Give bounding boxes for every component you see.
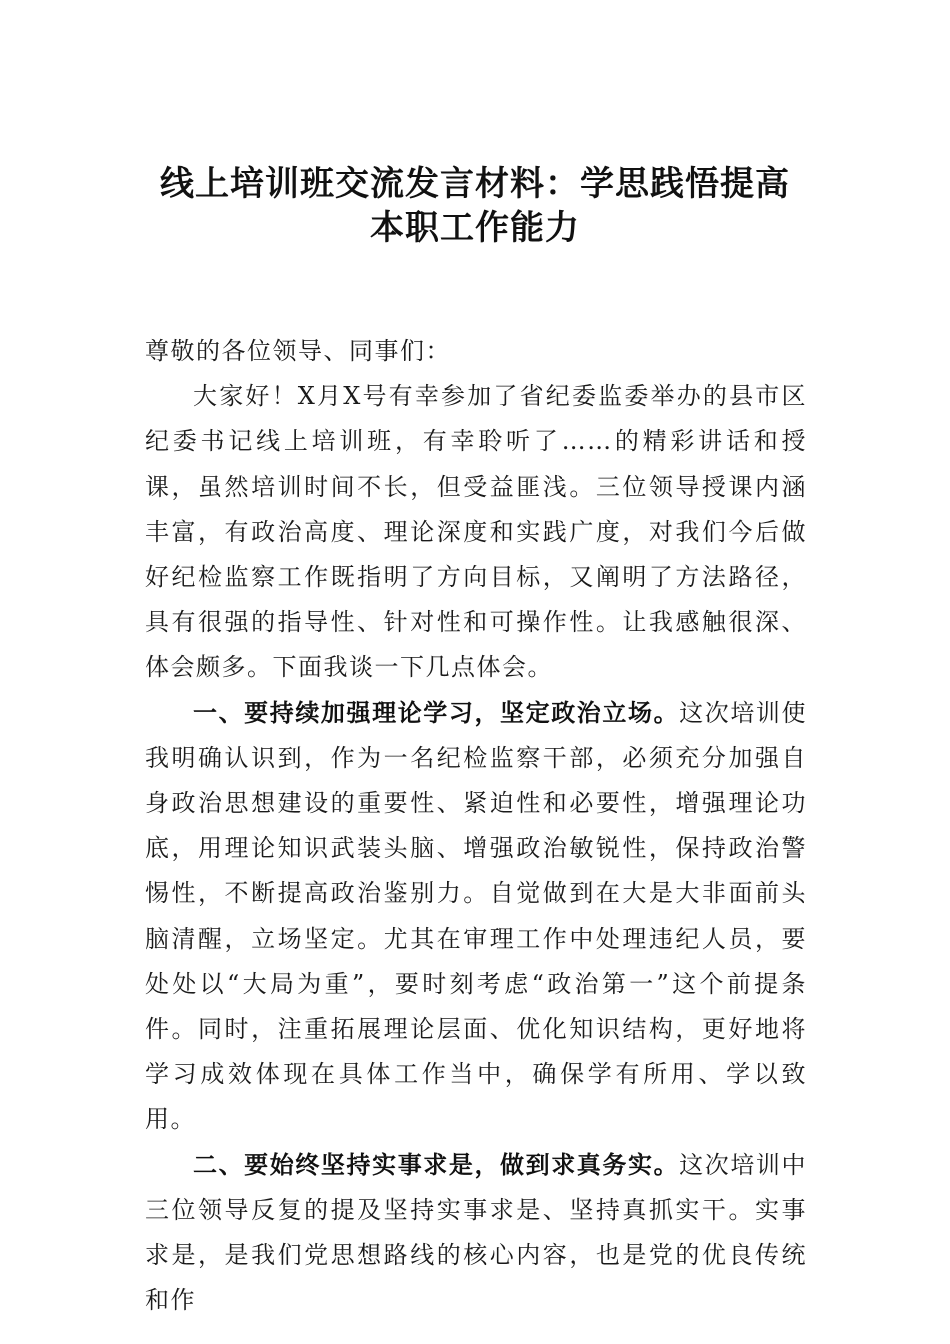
section-paragraph-2 (145, 1143, 807, 1324)
intro-paragraph: 大家好！X月X号有幸参加了省纪委监委举办的县市区纪委书记线上培训班，有幸聆听了……的精彩讲话和授课，虽然培训时间不长，但受益匪浅。三位领导授课内涵丰富，有政治高度、理论深度和实践广度，对我们今后做好纪检监察工作既指明了方向目标，又阐明了方法路径，具有很强的指导性、针对性和可操作性。让我感触很深、体会颇多。下面我谈一下几点体会。 (145, 382, 807, 682)
salutation: 尊敬的各位领导、同事们： (145, 337, 451, 365)
document-title-line-1: 线上培训班交流发言材料：学思践悟提高 (160, 164, 790, 204)
section-text-1: 这次培训使我明确认识到，作为一名纪检监察干部，必须充分加强自身政治思想建设的重要性、紧迫性和必要性，增强理论功底，用理论知识武装头脑、增强政治敏锐性，保持政治警惕性，不断提高政治鉴别力。自觉做到在大是大非面前头脑清醒，立场坚定。尤其在审理工作中处理违纪人员，要处处以“大局为重”，要时刻考虑“政治第一”这个前提条件。同时，注重拓展理论层面、优化知识结构，更好地将学习成效体现在具体工作当中，确保学有所用、学以致用。 (145, 698, 808, 1134)
section-text-2: 这次培训中三位领导反复的提及坚持实事求是、坚持真抓实干。实事求是，是我们党思想路线的核心内容，也是党的优良传统和作 (145, 1150, 808, 1315)
section-heading-2: 二、要始终坚持实事求是，做到求真务实。 (193, 1150, 680, 1179)
document-body (145, 329, 807, 1323)
section-paragraph-1 (145, 691, 807, 1143)
section-heading-1: 一、要持续加强理论学习，坚定政治立场。 (193, 698, 680, 727)
document-title-line-2: 本职工作能力 (370, 208, 580, 248)
